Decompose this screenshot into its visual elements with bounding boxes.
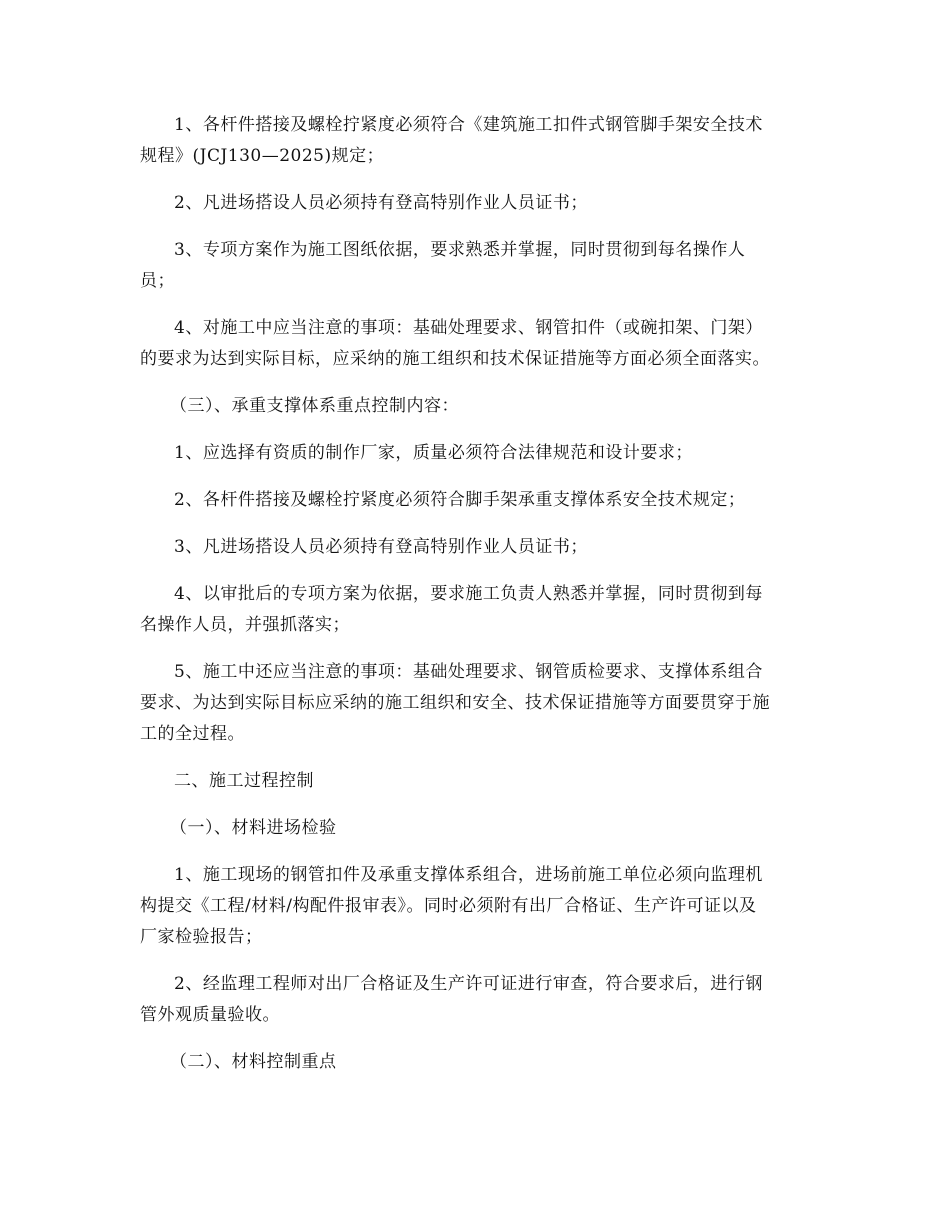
paragraph-line: 工的全过程。 bbox=[140, 724, 245, 744]
paragraph-line: 3、专项方案作为施工图纸依据，要求熟悉并掌握，同时贯彻到每名操作人 bbox=[174, 240, 746, 260]
paragraph-line: 2、经监理工程师对出厂合格证及生产许可证进行审查，符合要求后，进行钢 bbox=[174, 974, 763, 994]
paragraph-line: 1、各杆件搭接及螺栓拧紧度必须符合《建筑施工扣件式钢管脚手架安全技术 bbox=[174, 115, 763, 135]
paragraph-line: 2、各杆件搭接及螺栓拧紧度必须符合脚手架承重支撑体系安全技术规定； bbox=[174, 490, 746, 510]
section-heading-3: （三）、承重支撑体系重点控制内容： bbox=[170, 396, 459, 416]
paragraph-line: 1、施工现场的钢管扣件及承重支撑体系组合，进场前施工单位必须向监理机 bbox=[174, 865, 763, 885]
paragraph-line: 4、以审批后的专项方案为依据，要求施工负责人熟悉并掌握，同时贯彻到每 bbox=[174, 584, 763, 604]
paragraph-line: 1、应选择有资质的制作厂家，质量必须符合法律规范和设计要求； bbox=[174, 443, 693, 463]
section-heading-1: （一）、材料进场检验 bbox=[170, 818, 337, 838]
paragraph-8 bbox=[140, 579, 812, 641]
paragraph-7 bbox=[140, 532, 812, 563]
paragraph-line: 管外观质量验收。 bbox=[140, 1005, 280, 1025]
paragraph-6 bbox=[140, 485, 812, 516]
paragraph-1 bbox=[140, 110, 812, 172]
paragraph-line: 3、凡进场搭设人员必须持有登高特别作业人员证书； bbox=[174, 537, 588, 557]
paragraph-3 bbox=[140, 235, 812, 297]
main-heading-2: 二、施工过程控制 bbox=[174, 771, 314, 791]
paragraph-line: 2、凡进场搭设人员必须持有登高特别作业人员证书； bbox=[174, 193, 588, 213]
paragraph-5 bbox=[140, 438, 812, 469]
paragraph-line: 要求、为达到实际目标应采纳的施工组织和安全、技术保证措施等方面要贯穿于施 bbox=[140, 693, 770, 713]
paragraph-9 bbox=[140, 657, 812, 750]
paragraph-line: 4、对施工中应当注意的事项：基础处理要求、钢管扣件（或碗扣架、门架） bbox=[174, 318, 763, 338]
paragraph-line: 员； bbox=[140, 271, 175, 291]
paragraph-2 bbox=[140, 188, 812, 219]
paragraph-line: 的要求为达到实际目标，应采纳的施工组织和技术保证措施等方面必须全面落实。 bbox=[140, 349, 770, 369]
paragraph-line: 构提交《工程/材料/构配件报审表》。同时必须附有出厂合格证、生产许可证以及 bbox=[140, 896, 757, 916]
paragraph-line: 名操作人员，并强抓落实； bbox=[140, 615, 350, 635]
paragraph-4 bbox=[140, 313, 812, 375]
paragraph-line: 厂家检验报告； bbox=[140, 927, 263, 947]
section-heading-2: （二）、材料控制重点 bbox=[170, 1052, 337, 1072]
paragraph-10 bbox=[140, 860, 812, 953]
paragraph-line: 5、施工中还应当注意的事项：基础处理要求、钢管质检要求、支撑体系组合 bbox=[174, 662, 763, 682]
paragraph-line: 规程》(JCJ130—2025)规定； bbox=[140, 146, 385, 166]
paragraph-11 bbox=[140, 969, 812, 1031]
